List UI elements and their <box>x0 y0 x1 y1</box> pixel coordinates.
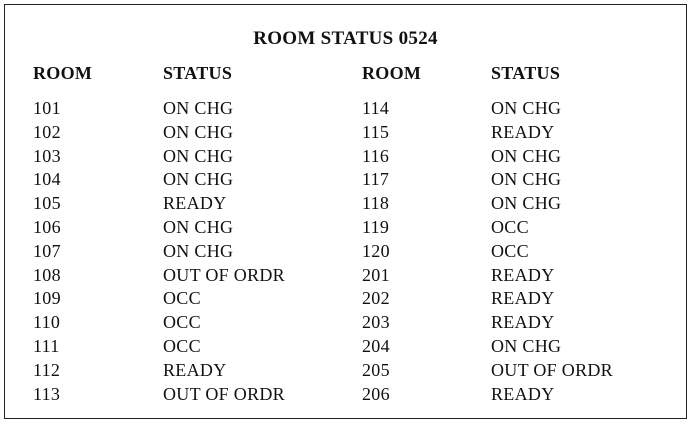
status-column-left <box>163 97 285 406</box>
room-status: OUT OF ORDR <box>163 383 285 404</box>
room-status: OCC <box>163 312 201 333</box>
room-status: ON CHG <box>491 193 562 214</box>
room-number: 203 <box>362 312 390 333</box>
room-column-left <box>33 97 61 406</box>
page-title: ROOM STATUS 0524 <box>253 28 438 49</box>
room-status: ON CHG <box>163 98 234 118</box>
room-number: 104 <box>33 169 61 190</box>
status-header-left: STATUS <box>163 63 233 83</box>
room-header-left: ROOM <box>33 63 93 83</box>
room-status: READY <box>491 121 555 142</box>
room-number: 205 <box>362 359 390 380</box>
room-number: 201 <box>362 264 390 285</box>
room-number: 110 <box>33 312 61 333</box>
room-number: 202 <box>362 288 390 309</box>
room-number: 103 <box>33 145 61 166</box>
room-number: 106 <box>33 216 61 237</box>
room-status: READY <box>163 193 227 214</box>
room-number: 118 <box>362 193 390 214</box>
room-number: 101 <box>33 98 61 118</box>
room-status: ON CHG <box>491 335 562 356</box>
room-column-right <box>362 97 390 406</box>
room-status: ON CHG <box>163 121 234 142</box>
room-number: 108 <box>33 264 61 285</box>
room-number: 120 <box>362 240 390 261</box>
room-status: READY <box>163 359 227 380</box>
status-header-right: STATUS <box>491 63 561 83</box>
room-status: ON CHG <box>491 169 562 190</box>
room-header-right: ROOM <box>362 63 422 83</box>
room-number: 109 <box>33 288 61 309</box>
room-status: OCC <box>163 288 201 309</box>
room-number: 117 <box>362 169 390 190</box>
room-number: 113 <box>33 383 61 404</box>
room-status: ON CHG <box>163 240 234 261</box>
room-number: 111 <box>33 335 60 356</box>
room-status: ON CHG <box>491 145 562 166</box>
room-status: READY <box>491 312 555 333</box>
status-column-right <box>491 97 613 406</box>
room-status: READY <box>491 264 555 285</box>
room-status: OUT OF ORDR <box>163 264 285 285</box>
room-number: 115 <box>362 121 390 142</box>
room-status: OCC <box>163 335 201 356</box>
room-number: 102 <box>33 121 61 142</box>
room-number: 206 <box>362 383 390 404</box>
room-number: 105 <box>33 193 61 214</box>
room-status: OUT OF ORDR <box>491 359 613 380</box>
room-status-table <box>4 4 687 419</box>
room-status: ON CHG <box>491 98 562 118</box>
room-status: OCC <box>491 216 529 237</box>
room-number: 112 <box>33 359 61 380</box>
room-number: 119 <box>362 216 390 237</box>
room-number: 107 <box>33 240 61 261</box>
room-status: READY <box>491 288 555 309</box>
room-number: 204 <box>362 335 390 356</box>
room-status: READY <box>491 383 555 404</box>
room-status: ON CHG <box>163 145 234 166</box>
room-status: OCC <box>491 240 529 261</box>
room-number: 114 <box>362 98 390 118</box>
room-status: ON CHG <box>163 169 234 190</box>
room-status: ON CHG <box>163 216 234 237</box>
room-number: 116 <box>362 145 390 166</box>
